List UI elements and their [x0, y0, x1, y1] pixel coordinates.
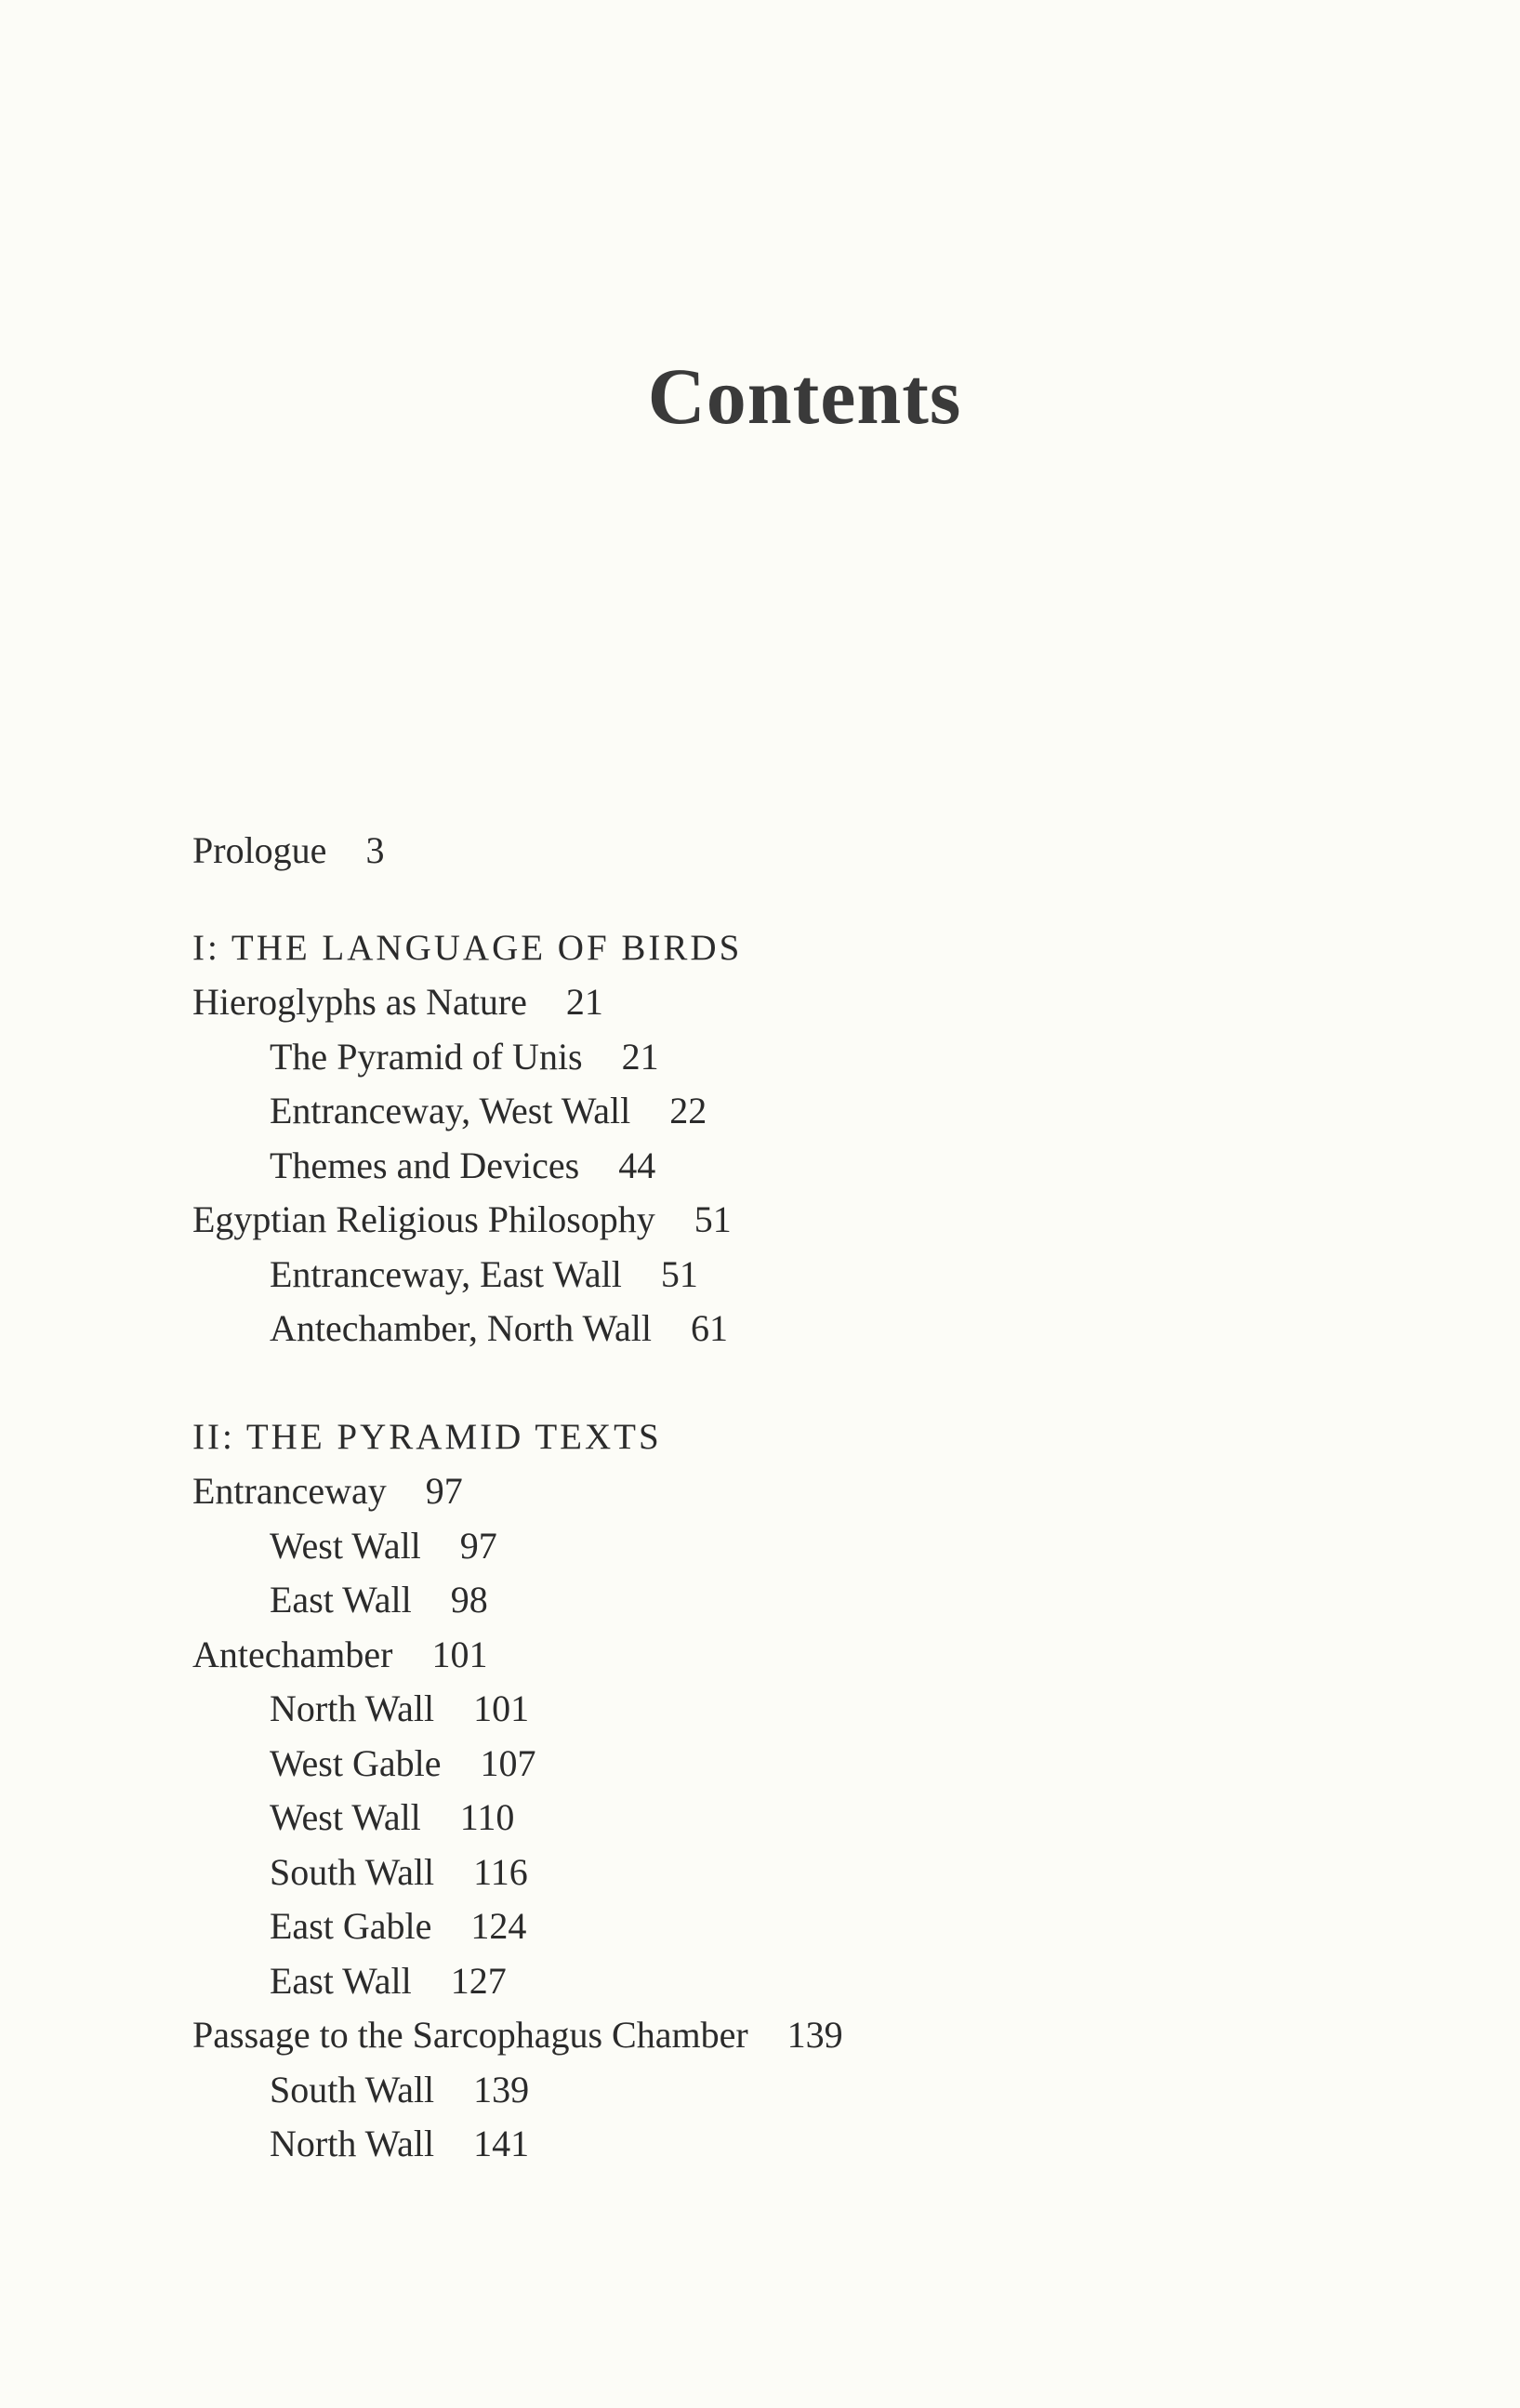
entry-title: Antechamber, North Wall: [270, 1307, 652, 1349]
entry-page-number: 107: [480, 1741, 536, 1784]
entry-title: Themes and Devices: [270, 1144, 580, 1186]
entry-page-number: 127: [450, 1959, 507, 2002]
entry-title: South Wall: [270, 2068, 435, 2110]
entry-page-number: 97: [425, 1470, 463, 1512]
entry-page-number: 101: [431, 1633, 488, 1675]
toc-subentry: [192, 1248, 843, 1303]
toc-subentry: [192, 2063, 843, 2118]
entry-title: East Gable: [270, 1905, 432, 1947]
entry-page-number: 21: [621, 1035, 659, 1078]
toc-subentry: [192, 1302, 843, 1356]
toc-subentry: [192, 1519, 843, 1574]
entry-title: North Wall: [270, 2123, 435, 2164]
entry-title: The Pyramid of Unis: [270, 1035, 583, 1078]
entry-title: Antechamber: [192, 1633, 393, 1675]
entry-title: East Wall: [270, 1959, 412, 2002]
toc-entry: [192, 1628, 843, 1683]
entry-title: Entranceway, East Wall: [270, 1252, 622, 1295]
toc-subentry: [192, 1791, 843, 1846]
toc-subentry: [192, 1846, 843, 1900]
entry-title: Hieroglyphs as Nature: [192, 981, 527, 1023]
entry-page-number: 101: [473, 1687, 530, 1729]
part-heading: I: THE LANGUAGE OF BIRDS: [192, 927, 743, 968]
entry-title: Prologue: [192, 829, 327, 871]
entry-page-number: 139: [786, 2014, 843, 2056]
entry-title: West Wall: [270, 1796, 421, 1838]
entry-title: North Wall: [270, 1687, 435, 1729]
entry-page-number: 51: [694, 1198, 732, 1240]
entry-page-number: 21: [565, 981, 603, 1023]
toc-subentry: [192, 1899, 843, 1954]
entry-page-number: 22: [669, 1090, 707, 1131]
toc-entry-prologue: [192, 824, 843, 879]
entry-page-number: 124: [470, 1905, 527, 1947]
toc-part: [192, 921, 843, 1356]
toc-subentry: [192, 1954, 843, 2009]
entry-title: Passage to the Sarcophagus Chamber: [192, 2014, 748, 2056]
part-heading: II: THE PYRAMID TEXTS: [192, 1416, 662, 1457]
entry-title: South Wall: [270, 1850, 435, 1893]
entry-title: West Wall: [270, 1524, 421, 1567]
toc-subentry: [192, 1084, 843, 1139]
entry-title: Entranceway, West Wall: [270, 1090, 631, 1131]
entry-page-number: 44: [618, 1144, 656, 1186]
entry-page-number: 98: [450, 1579, 488, 1621]
toc-subentry: [192, 2117, 843, 2172]
entry-page-number: 61: [690, 1307, 728, 1349]
toc-part: [192, 1410, 843, 2172]
toc-subentry: [192, 1030, 843, 1085]
toc-subentry: [192, 1573, 843, 1628]
toc-subentry: [192, 1682, 843, 1737]
entry-page-number: 97: [459, 1524, 497, 1567]
table-of-contents: [192, 824, 843, 2172]
entry-page-number: 116: [473, 1850, 528, 1893]
toc-entry: [192, 1193, 843, 1248]
entry-title: East Wall: [270, 1579, 412, 1621]
entry-title: Egyptian Religious Philosophy: [192, 1198, 655, 1240]
entry-page-number: 110: [459, 1796, 515, 1838]
toc-entry: [192, 975, 843, 1030]
page-title: Contents: [647, 351, 962, 441]
entry-title: West Gable: [270, 1741, 442, 1784]
toc-entry: [192, 1464, 843, 1519]
entry-title: Entranceway: [192, 1470, 387, 1512]
entry-page-number: 141: [473, 2123, 530, 2164]
entry-page-number: 3: [365, 829, 385, 871]
toc-entry: [192, 2008, 843, 2063]
toc-subentry: [192, 1139, 843, 1194]
entry-page-number: 139: [473, 2068, 530, 2110]
entry-page-number: 51: [660, 1252, 698, 1295]
toc-subentry: [192, 1737, 843, 1792]
